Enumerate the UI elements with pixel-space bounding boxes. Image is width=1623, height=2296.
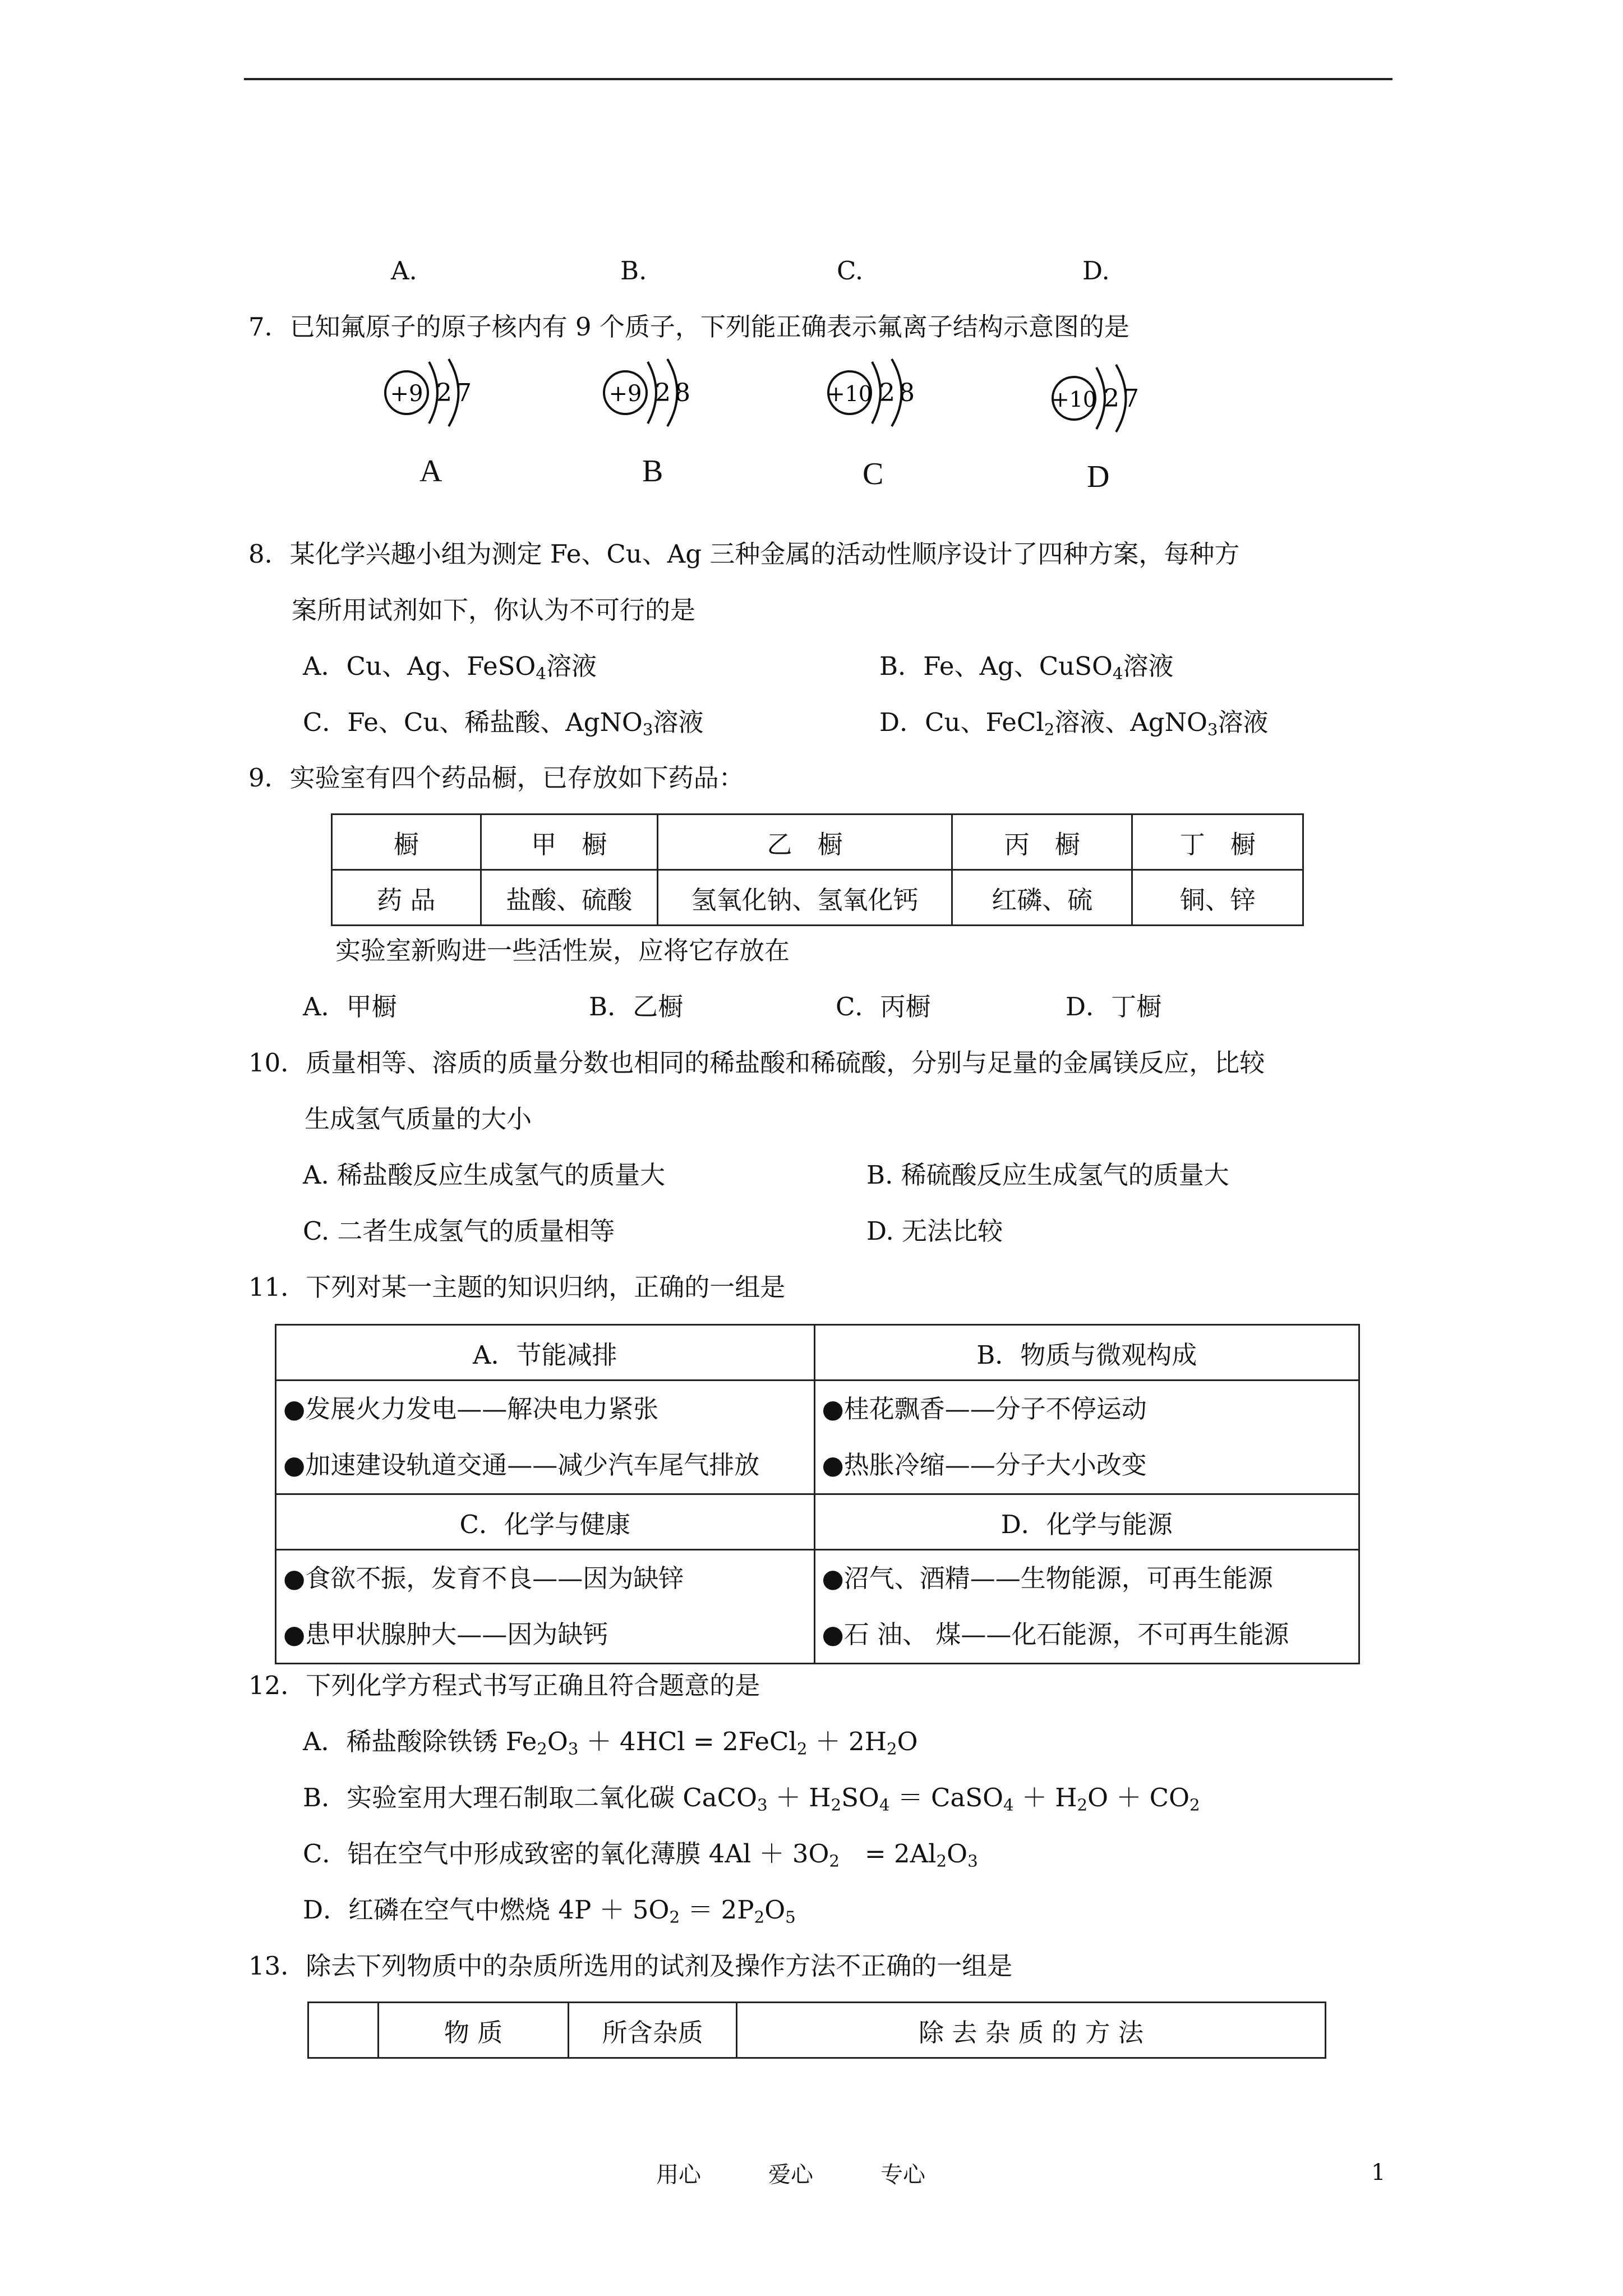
- q12-stem: 12．下列化学方程式书写正确且符合题意的是: [248, 1671, 760, 1700]
- q13-table: [307, 2001, 1326, 2059]
- q7-stem: 7．已知氟原子的原子核内有 9 个质子，下列能正确表示氟离子结构示意图的是: [248, 312, 1129, 342]
- q11-stem: 11．下列对某一主题的知识归纳，正确的一组是: [248, 1272, 786, 1302]
- q11-d-item-2: ●石 油、 煤——化石能源，不可再生能源: [822, 1619, 1289, 1649]
- q12-option-d: D．红磷在空气中燃烧 $4P + 5O_2 = 2P_2O_5$: [303, 1895, 796, 1927]
- table-header-cell: 橱: [332, 815, 481, 870]
- q8-stem-line2: 案所用试剂如下，你认为不可行的是: [292, 595, 696, 625]
- q6-option-a: A.: [391, 256, 417, 286]
- page-number: 1: [1371, 2160, 1386, 2185]
- q11-b-item-2: ●热胀冷缩——分子大小改变: [822, 1450, 1147, 1480]
- atom-b-letter: B: [642, 454, 663, 489]
- atom-d-letter: D: [1087, 459, 1110, 494]
- q11-c-title: C．化学与健康: [276, 1494, 815, 1550]
- footer-motto: 用心 爱心 专心: [656, 2162, 925, 2188]
- q8-option-a: A．Cu、Ag、FeSO$_4$溶液: [303, 651, 597, 683]
- q11-b-item-1: ●桂花飘香——分子不停运动: [822, 1394, 1147, 1424]
- q9-followup: 实验室新购进一些活性炭，应将它存放在: [335, 936, 790, 965]
- table-header-cell: 乙 橱: [658, 815, 952, 870]
- table-row: [276, 1381, 1359, 1494]
- table-cell: 盐酸、硫酸: [481, 870, 658, 926]
- table-cell: 铜、锌: [1132, 870, 1303, 926]
- q12-option-a: A．稀盐酸除铁锈 $Fe_2O_3 + 4HCl$ = 2FeCl$_2$ ＋ $2H_2O$: [303, 1727, 918, 1759]
- q8-option-d: D．Cu、FeCl$_2$溶液、AgNO$_3$溶液: [879, 707, 1269, 739]
- atom-a-shell2: 7: [456, 379, 472, 407]
- q10-option-b: B. 稀硫酸反应生成氢气的质量大: [866, 1160, 1229, 1190]
- q11-a-content: [276, 1381, 815, 1494]
- q11-a-item-1: ●发展火力发电——解决电力紧张: [283, 1394, 659, 1424]
- table-row: [276, 1494, 1359, 1550]
- q10-option-a: A. 稀盐酸反应生成氢气的质量大: [303, 1160, 666, 1190]
- table-cell: 红磷、硫: [952, 870, 1132, 926]
- q11-c-item-1: ●食欲不振，发育不良——因为缺锌: [283, 1563, 684, 1593]
- table-row: [276, 1325, 1359, 1381]
- q11-a-title: A．节能减排: [276, 1325, 815, 1381]
- q9-option-c: C．丙橱: [836, 992, 931, 1022]
- table-header-cell: 所含杂质: [569, 2003, 737, 2058]
- q12-option-b: B．实验室用大理石制取二氧化碳 CaCO$_3$ ＋ $H_2SO_4$ ＝ CaSO$_4$ ＋ $H_2O + CO_2$: [303, 1783, 1200, 1815]
- atom-a-letter: A: [419, 454, 442, 489]
- atom-diagram-a: [381, 348, 494, 449]
- q10-stem-line1: 10．质量相等、溶质的质量分数也相同的稀盐酸和稀硫酸，分别与足量的金属镁反应，比较: [248, 1048, 1265, 1078]
- atom-a-shell1: 2: [436, 379, 452, 407]
- q11-d-title: D．化学与能源: [814, 1494, 1359, 1550]
- q8-option-b: B．Fe、Ag、CuSO$_4$溶液: [879, 651, 1174, 683]
- q11-b-title: B．物质与微观构成: [814, 1325, 1359, 1381]
- q6-option-b: B.: [620, 256, 647, 286]
- q11-b-content: [814, 1381, 1359, 1494]
- header-rule: [244, 78, 1393, 80]
- q9-option-b: B．乙橱: [589, 992, 684, 1022]
- table-row: [332, 870, 1303, 926]
- table-row: [276, 1550, 1359, 1664]
- atom-b-shell2: 8: [675, 379, 690, 407]
- q6-option-c: C.: [837, 256, 864, 286]
- atom-diagram-c: [824, 348, 937, 449]
- q6-option-d: D.: [1082, 256, 1110, 286]
- table-row: [332, 815, 1303, 870]
- q9-stem: 9．实验室有四个药品橱，已存放如下药品：: [248, 763, 744, 793]
- table-header-cell: [308, 2003, 379, 2058]
- atom-c-shell2: 8: [899, 379, 915, 407]
- table-header-cell: 除 去 杂 质 的 方 法: [736, 2003, 1325, 2058]
- table-header-cell: 丙 橱: [952, 815, 1132, 870]
- atom-d-nucleus: +10: [1051, 387, 1097, 412]
- q11-d-content: [814, 1550, 1359, 1664]
- q10-stem-line2: 生成氢气质量的大小: [305, 1104, 532, 1134]
- q11-knowledge-table: [275, 1324, 1360, 1664]
- q8-stem-line1: 8．某化学兴趣小组为测定 Fe、Cu、Ag 三种金属的活动性顺序设计了四种方案，每种方: [248, 539, 1240, 569]
- q9-option-a: A．甲橱: [303, 992, 397, 1022]
- q8-option-c: C．Fe、Cu、稀盐酸、AgNO$_3$溶液: [303, 707, 704, 739]
- atom-c-letter: C: [863, 457, 884, 491]
- table-header-cell: 丁 橱: [1132, 815, 1303, 870]
- q13-stem: 13．除去下列物质中的杂质所选用的试剂及操作方法不正确的一组是: [248, 1951, 1013, 1981]
- q11-c-content: [276, 1550, 815, 1664]
- q10-option-c: C. 二者生成氢气的质量相等: [303, 1216, 615, 1246]
- table-cell: 氢氧化钠、氢氧化钙: [658, 870, 952, 926]
- q11-a-item-2: ●加速建设轨道交通——减少汽车尾气排放: [283, 1450, 760, 1480]
- table-cell: 药 品: [332, 870, 481, 926]
- table-row: [308, 2003, 1326, 2058]
- atom-b-shell1: 2: [655, 379, 671, 407]
- q11-d-item-1: ●沼气、酒精——生物能源，可再生能源: [822, 1563, 1273, 1593]
- q11-c-item-2: ●患甲状腺肿大——因为缺钙: [283, 1619, 608, 1649]
- q9-cabinet-table: [331, 813, 1304, 926]
- atom-b-nucleus: +9: [608, 381, 642, 407]
- table-header-cell: 物 质: [378, 2003, 568, 2058]
- atom-c-shell1: 2: [879, 379, 895, 407]
- atom-d-shell1: 2: [1104, 384, 1119, 413]
- atom-a-nucleus: +9: [390, 381, 423, 407]
- atom-c-nucleus: +10: [827, 381, 873, 406]
- q10-option-d: D. 无法比较: [866, 1216, 1003, 1246]
- atom-d-shell2: 7: [1123, 384, 1139, 413]
- table-header-cell: 甲 橱: [481, 815, 658, 870]
- atom-diagram-b: [600, 348, 712, 449]
- atom-diagram-d: [1049, 353, 1161, 454]
- q12-option-c: C．铝在空气中形成致密的氧化薄膜 $4Al + 3O_2$ = $2Al_2O_3$: [303, 1839, 978, 1871]
- q9-option-d: D．丁橱: [1066, 992, 1162, 1022]
